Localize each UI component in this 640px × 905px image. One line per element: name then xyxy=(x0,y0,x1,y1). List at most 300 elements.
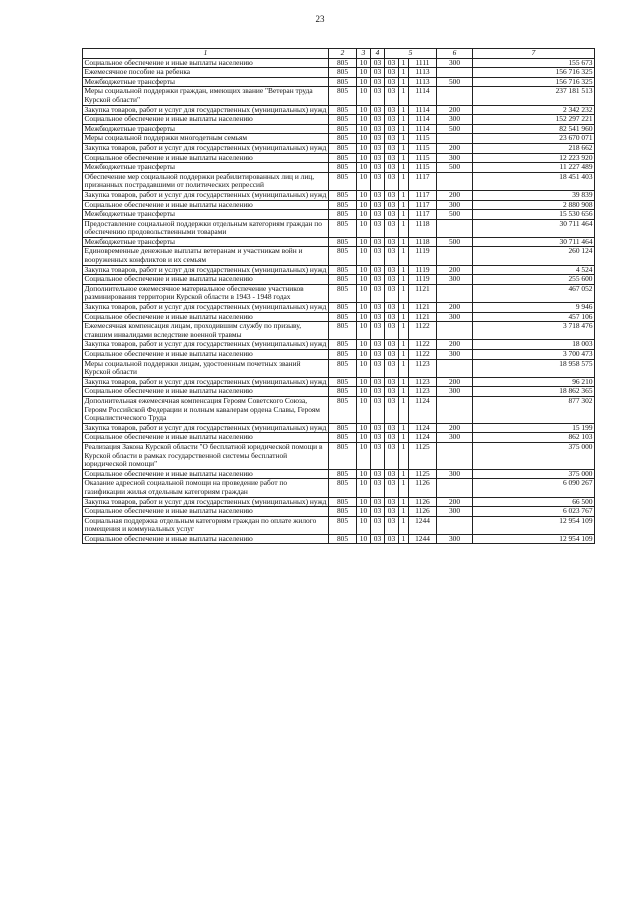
header-col-name: 1 xyxy=(83,49,329,59)
row-subprogram-code: 1 xyxy=(399,312,409,322)
row-subprogram-code: 1 xyxy=(399,507,409,517)
table-row xyxy=(83,507,595,517)
row-subsection-code: 03 xyxy=(371,433,385,443)
row-ministry-code: 805 xyxy=(329,237,357,247)
table-row xyxy=(83,265,595,275)
row-target-code: 1121 xyxy=(409,303,437,313)
row-expense-type: 300 xyxy=(437,469,473,479)
row-program-code: 03 xyxy=(385,340,399,350)
row-subsection-code: 03 xyxy=(371,275,385,285)
row-name: Межбюджетные трансферты xyxy=(83,210,329,220)
row-target-code: 1126 xyxy=(409,479,437,497)
row-amount: 30 711 464 xyxy=(473,219,595,237)
row-name: Социальное обеспечение и иные выплаты населению xyxy=(83,312,329,322)
row-name: Дополнительное ежемесячное материальное обеспечение участников разминирования территории Курской области в 1943 - 1948 годах xyxy=(83,284,329,302)
table-row xyxy=(83,237,595,247)
row-target-code: 1114 xyxy=(409,124,437,134)
row-target-code: 1118 xyxy=(409,219,437,237)
row-subprogram-code: 1 xyxy=(399,303,409,313)
row-subprogram-code: 1 xyxy=(399,275,409,285)
row-subsection-code: 03 xyxy=(371,312,385,322)
row-subsection-code: 03 xyxy=(371,534,385,544)
row-target-code: 1115 xyxy=(409,153,437,163)
row-program-code: 03 xyxy=(385,172,399,190)
row-program-code: 03 xyxy=(385,479,399,497)
row-amount: 18 958 575 xyxy=(473,359,595,377)
row-section-code: 10 xyxy=(357,190,371,200)
row-amount: 3 718 476 xyxy=(473,322,595,340)
row-section-code: 10 xyxy=(357,322,371,340)
row-amount: 6 090 267 xyxy=(473,479,595,497)
row-expense-type: 300 xyxy=(437,275,473,285)
table-row xyxy=(83,350,595,360)
row-subprogram-code: 1 xyxy=(399,377,409,387)
row-program-code: 03 xyxy=(385,275,399,285)
row-program-code: 03 xyxy=(385,210,399,220)
row-ministry-code: 805 xyxy=(329,219,357,237)
row-section-code: 10 xyxy=(357,507,371,517)
row-amount: 15 530 656 xyxy=(473,210,595,220)
row-section-code: 10 xyxy=(357,77,371,87)
row-program-code: 03 xyxy=(385,163,399,173)
header-col-expense-type: 6 xyxy=(437,49,473,59)
row-ministry-code: 805 xyxy=(329,275,357,285)
row-section-code: 10 xyxy=(357,58,371,68)
header-col-section: 3 xyxy=(357,49,371,59)
row-subprogram-code: 1 xyxy=(399,442,409,469)
row-target-code: 1119 xyxy=(409,265,437,275)
row-name: Социальное обеспечение и иные выплаты населению xyxy=(83,58,329,68)
row-subsection-code: 03 xyxy=(371,200,385,210)
table-row xyxy=(83,387,595,397)
row-ministry-code: 805 xyxy=(329,115,357,125)
row-subsection-code: 03 xyxy=(371,105,385,115)
row-subprogram-code: 1 xyxy=(399,163,409,173)
row-name: Реализация Закона Курской области "О бесплатной юридической помощи в Курской области в рамках государственной системы бесплатной юридической помощи" xyxy=(83,442,329,469)
row-expense-type: 200 xyxy=(437,265,473,275)
row-name: Ежемесячная компенсация лицам, проходившим службу по призыву, ставшим инвалидами вследствие военной травмы xyxy=(83,322,329,340)
row-name: Межбюджетные трансферты xyxy=(83,163,329,173)
row-subsection-code: 03 xyxy=(371,210,385,220)
row-section-code: 10 xyxy=(357,497,371,507)
row-expense-type: 300 xyxy=(437,58,473,68)
row-section-code: 10 xyxy=(357,442,371,469)
row-ministry-code: 805 xyxy=(329,534,357,544)
row-program-code: 03 xyxy=(385,105,399,115)
budget-table xyxy=(82,48,595,544)
row-amount: 2 880 908 xyxy=(473,200,595,210)
row-name: Оказание адресной социальной помощи на проведение работ по газификации жилья отдельным категориям граждан xyxy=(83,479,329,497)
row-section-code: 10 xyxy=(357,219,371,237)
row-expense-type xyxy=(437,322,473,340)
row-program-code: 03 xyxy=(385,87,399,105)
row-program-code: 03 xyxy=(385,68,399,78)
row-subsection-code: 03 xyxy=(371,143,385,153)
row-subsection-code: 03 xyxy=(371,124,385,134)
row-subprogram-code: 1 xyxy=(399,265,409,275)
row-expense-type: 500 xyxy=(437,77,473,87)
row-expense-type xyxy=(437,396,473,423)
row-name: Обеспечение мер социальной поддержки реабилитированных лиц и лиц, признанных пострадавшими от политических репрессий xyxy=(83,172,329,190)
row-subsection-code: 03 xyxy=(371,322,385,340)
row-section-code: 10 xyxy=(357,115,371,125)
row-target-code: 1122 xyxy=(409,322,437,340)
row-ministry-code: 805 xyxy=(329,105,357,115)
row-name: Закупка товаров, работ и услуг для государственных (муниципальных) нужд xyxy=(83,377,329,387)
row-expense-type: 300 xyxy=(437,387,473,397)
row-expense-type xyxy=(437,172,473,190)
row-amount: 12 223 920 xyxy=(473,153,595,163)
row-subprogram-code: 1 xyxy=(399,359,409,377)
row-ministry-code: 805 xyxy=(329,350,357,360)
row-target-code: 1124 xyxy=(409,396,437,423)
row-name: Закупка товаров, работ и услуг для государственных (муниципальных) нужд xyxy=(83,265,329,275)
row-ministry-code: 805 xyxy=(329,442,357,469)
row-name: Социальное обеспечение и иные выплаты населению xyxy=(83,115,329,125)
row-amount: 18 451 403 xyxy=(473,172,595,190)
row-name: Социальное обеспечение и иные выплаты населению xyxy=(83,200,329,210)
row-section-code: 10 xyxy=(357,479,371,497)
row-ministry-code: 805 xyxy=(329,303,357,313)
row-amount: 3 700 473 xyxy=(473,350,595,360)
table-row xyxy=(83,58,595,68)
row-subprogram-code: 1 xyxy=(399,516,409,534)
table-row xyxy=(83,442,595,469)
row-program-code: 03 xyxy=(385,442,399,469)
row-target-code: 1122 xyxy=(409,350,437,360)
row-program-code: 03 xyxy=(385,396,399,423)
row-section-code: 10 xyxy=(357,200,371,210)
row-amount: 862 103 xyxy=(473,433,595,443)
row-target-code: 1125 xyxy=(409,442,437,469)
row-subprogram-code: 1 xyxy=(399,172,409,190)
row-target-code: 1118 xyxy=(409,237,437,247)
row-amount: 467 052 xyxy=(473,284,595,302)
table-row xyxy=(83,359,595,377)
row-expense-type: 200 xyxy=(437,340,473,350)
header-col-ministry: 2 xyxy=(329,49,357,59)
row-amount: 82 541 960 xyxy=(473,124,595,134)
row-section-code: 10 xyxy=(357,303,371,313)
row-section-code: 10 xyxy=(357,340,371,350)
row-ministry-code: 805 xyxy=(329,433,357,443)
row-ministry-code: 805 xyxy=(329,153,357,163)
row-expense-type: 500 xyxy=(437,124,473,134)
row-subprogram-code: 1 xyxy=(399,534,409,544)
row-expense-type xyxy=(437,359,473,377)
row-amount: 155 673 xyxy=(473,58,595,68)
row-expense-type xyxy=(437,87,473,105)
row-expense-type: 500 xyxy=(437,210,473,220)
row-subprogram-code: 1 xyxy=(399,469,409,479)
row-subprogram-code: 1 xyxy=(399,340,409,350)
row-amount: 457 106 xyxy=(473,312,595,322)
row-subprogram-code: 1 xyxy=(399,479,409,497)
table-row xyxy=(83,433,595,443)
table-row xyxy=(83,105,595,115)
row-target-code: 1117 xyxy=(409,172,437,190)
row-program-code: 03 xyxy=(385,247,399,265)
row-section-code: 10 xyxy=(357,312,371,322)
row-subprogram-code: 1 xyxy=(399,153,409,163)
row-target-code: 1126 xyxy=(409,507,437,517)
row-program-code: 03 xyxy=(385,124,399,134)
row-ministry-code: 805 xyxy=(329,469,357,479)
row-section-code: 10 xyxy=(357,433,371,443)
row-subprogram-code: 1 xyxy=(399,143,409,153)
row-subsection-code: 03 xyxy=(371,237,385,247)
row-amount: 23 670 071 xyxy=(473,134,595,144)
row-expense-type xyxy=(437,442,473,469)
row-section-code: 10 xyxy=(357,210,371,220)
row-ministry-code: 805 xyxy=(329,247,357,265)
table-body xyxy=(83,58,595,544)
row-target-code: 1121 xyxy=(409,284,437,302)
row-section-code: 10 xyxy=(357,275,371,285)
row-name: Закупка товаров, работ и услуг для государственных (муниципальных) нужд xyxy=(83,303,329,313)
row-target-code: 1113 xyxy=(409,77,437,87)
row-name: Дополнительная ежемесячная компенсация Героям Советского Союза, Героям Российской Федерации и полным кавалерам ордена Славы, Героям Социалистического Труда xyxy=(83,396,329,423)
row-program-code: 03 xyxy=(385,469,399,479)
row-subprogram-code: 1 xyxy=(399,396,409,423)
row-program-code: 03 xyxy=(385,516,399,534)
row-name: Социальное обеспечение и иные выплаты населению xyxy=(83,153,329,163)
table-row xyxy=(83,163,595,173)
row-expense-type xyxy=(437,134,473,144)
row-target-code: 1126 xyxy=(409,497,437,507)
row-amount: 255 600 xyxy=(473,275,595,285)
row-program-code: 03 xyxy=(385,507,399,517)
row-subsection-code: 03 xyxy=(371,87,385,105)
row-program-code: 03 xyxy=(385,303,399,313)
row-target-code: 1115 xyxy=(409,143,437,153)
row-subprogram-code: 1 xyxy=(399,284,409,302)
row-section-code: 10 xyxy=(357,387,371,397)
table-row xyxy=(83,134,595,144)
row-subsection-code: 03 xyxy=(371,469,385,479)
row-subprogram-code: 1 xyxy=(399,387,409,397)
table-row xyxy=(83,210,595,220)
row-name: Социальное обеспечение и иные выплаты населению xyxy=(83,433,329,443)
header-col-subsection: 4 xyxy=(371,49,385,59)
row-subprogram-code: 1 xyxy=(399,87,409,105)
row-section-code: 10 xyxy=(357,143,371,153)
row-subprogram-code: 1 xyxy=(399,134,409,144)
table-row xyxy=(83,284,595,302)
table-row xyxy=(83,377,595,387)
row-subsection-code: 03 xyxy=(371,219,385,237)
row-amount: 12 954 109 xyxy=(473,516,595,534)
table-row xyxy=(83,396,595,423)
row-ministry-code: 805 xyxy=(329,322,357,340)
row-program-code: 03 xyxy=(385,77,399,87)
row-ministry-code: 805 xyxy=(329,423,357,433)
row-expense-type: 300 xyxy=(437,200,473,210)
row-section-code: 10 xyxy=(357,265,371,275)
table-row xyxy=(83,219,595,237)
row-subsection-code: 03 xyxy=(371,423,385,433)
header-col-target: 5 xyxy=(385,49,437,59)
row-section-code: 10 xyxy=(357,423,371,433)
row-subsection-code: 03 xyxy=(371,115,385,125)
table-row xyxy=(83,479,595,497)
row-program-code: 03 xyxy=(385,153,399,163)
row-program-code: 03 xyxy=(385,58,399,68)
row-subsection-code: 03 xyxy=(371,377,385,387)
row-expense-type: 200 xyxy=(437,143,473,153)
row-section-code: 10 xyxy=(357,469,371,479)
row-ministry-code: 805 xyxy=(329,377,357,387)
row-expense-type: 300 xyxy=(437,507,473,517)
row-target-code: 1114 xyxy=(409,87,437,105)
row-subsection-code: 03 xyxy=(371,68,385,78)
row-subsection-code: 03 xyxy=(371,153,385,163)
row-expense-type: 300 xyxy=(437,115,473,125)
row-section-code: 10 xyxy=(357,105,371,115)
row-amount: 18 862 365 xyxy=(473,387,595,397)
table-row xyxy=(83,172,595,190)
row-target-code: 1123 xyxy=(409,387,437,397)
row-ministry-code: 805 xyxy=(329,143,357,153)
row-expense-type xyxy=(437,247,473,265)
row-name: Межбюджетные трансферты xyxy=(83,124,329,134)
row-ministry-code: 805 xyxy=(329,516,357,534)
row-expense-type: 500 xyxy=(437,163,473,173)
row-name: Социальное обеспечение и иные выплаты населению xyxy=(83,507,329,517)
row-target-code: 1122 xyxy=(409,340,437,350)
row-name: Предоставление социальной поддержки отдельным категориям граждан по обеспечению продовольственными товарами xyxy=(83,219,329,237)
row-target-code: 1123 xyxy=(409,359,437,377)
row-subsection-code: 03 xyxy=(371,350,385,360)
row-program-code: 03 xyxy=(385,134,399,144)
row-subsection-code: 03 xyxy=(371,77,385,87)
row-section-code: 10 xyxy=(357,124,371,134)
row-amount: 152 297 221 xyxy=(473,115,595,125)
row-amount: 260 124 xyxy=(473,247,595,265)
row-amount: 877 302 xyxy=(473,396,595,423)
row-name: Социальное обеспечение и иные выплаты населению xyxy=(83,534,329,544)
row-subprogram-code: 1 xyxy=(399,77,409,87)
row-amount: 18 003 xyxy=(473,340,595,350)
row-subsection-code: 03 xyxy=(371,265,385,275)
row-ministry-code: 805 xyxy=(329,68,357,78)
table-row xyxy=(83,190,595,200)
row-name: Меры социальной поддержки лицам, удостоенным почетных званий Курской области xyxy=(83,359,329,377)
row-subsection-code: 03 xyxy=(371,442,385,469)
row-program-code: 03 xyxy=(385,237,399,247)
row-amount: 66 500 xyxy=(473,497,595,507)
table-row xyxy=(83,77,595,87)
row-name: Социальная поддержка отдельным категориям граждан по оплате жилого помещения и коммунальных услуг xyxy=(83,516,329,534)
row-ministry-code: 805 xyxy=(329,172,357,190)
row-target-code: 1114 xyxy=(409,115,437,125)
row-expense-type xyxy=(437,68,473,78)
table-row xyxy=(83,124,595,134)
row-subprogram-code: 1 xyxy=(399,190,409,200)
row-target-code: 1121 xyxy=(409,312,437,322)
row-name: Закупка товаров, работ и услуг для государственных (муниципальных) нужд xyxy=(83,497,329,507)
row-section-code: 10 xyxy=(357,247,371,265)
table-row xyxy=(83,303,595,313)
row-target-code: 1113 xyxy=(409,68,437,78)
row-program-code: 03 xyxy=(385,433,399,443)
row-expense-type: 300 xyxy=(437,312,473,322)
row-subsection-code: 03 xyxy=(371,190,385,200)
row-expense-type: 200 xyxy=(437,105,473,115)
row-program-code: 03 xyxy=(385,534,399,544)
table-row xyxy=(83,247,595,265)
row-name: Социальное обеспечение и иные выплаты населению xyxy=(83,350,329,360)
row-name: Закупка товаров, работ и услуг для государственных (муниципальных) нужд xyxy=(83,143,329,153)
row-amount: 218 662 xyxy=(473,143,595,153)
row-amount: 6 023 767 xyxy=(473,507,595,517)
row-subprogram-code: 1 xyxy=(399,322,409,340)
row-subsection-code: 03 xyxy=(371,284,385,302)
row-section-code: 10 xyxy=(357,359,371,377)
row-program-code: 03 xyxy=(385,312,399,322)
row-subprogram-code: 1 xyxy=(399,433,409,443)
row-subprogram-code: 1 xyxy=(399,219,409,237)
table-header-row xyxy=(83,49,595,59)
row-name: Закупка товаров, работ и услуг для государственных (муниципальных) нужд xyxy=(83,105,329,115)
row-expense-type: 200 xyxy=(437,423,473,433)
row-section-code: 10 xyxy=(357,396,371,423)
row-ministry-code: 805 xyxy=(329,312,357,322)
table-row xyxy=(83,497,595,507)
table-row xyxy=(83,87,595,105)
row-subsection-code: 03 xyxy=(371,516,385,534)
row-ministry-code: 805 xyxy=(329,163,357,173)
row-amount: 30 711 464 xyxy=(473,237,595,247)
row-program-code: 03 xyxy=(385,497,399,507)
row-program-code: 03 xyxy=(385,265,399,275)
row-target-code: 1114 xyxy=(409,105,437,115)
row-name: Социальное обеспечение и иные выплаты населению xyxy=(83,469,329,479)
row-section-code: 10 xyxy=(357,68,371,78)
row-ministry-code: 805 xyxy=(329,190,357,200)
row-name: Закупка товаров, работ и услуг для государственных (муниципальных) нужд xyxy=(83,423,329,433)
row-ministry-code: 805 xyxy=(329,134,357,144)
row-subsection-code: 03 xyxy=(371,303,385,313)
row-name: Социальное обеспечение и иные выплаты населению xyxy=(83,275,329,285)
row-expense-type xyxy=(437,479,473,497)
row-target-code: 1117 xyxy=(409,190,437,200)
row-name: Межбюджетные трансферты xyxy=(83,237,329,247)
row-program-code: 03 xyxy=(385,190,399,200)
row-program-code: 03 xyxy=(385,200,399,210)
row-subsection-code: 03 xyxy=(371,387,385,397)
row-section-code: 10 xyxy=(357,163,371,173)
row-section-code: 10 xyxy=(357,284,371,302)
row-ministry-code: 805 xyxy=(329,200,357,210)
row-ministry-code: 805 xyxy=(329,396,357,423)
row-name: Межбюджетные трансферты xyxy=(83,77,329,87)
row-target-code: 1119 xyxy=(409,247,437,265)
row-program-code: 03 xyxy=(385,423,399,433)
table-row xyxy=(83,423,595,433)
row-section-code: 10 xyxy=(357,134,371,144)
row-section-code: 10 xyxy=(357,172,371,190)
row-ministry-code: 805 xyxy=(329,497,357,507)
row-ministry-code: 805 xyxy=(329,387,357,397)
row-amount: 15 199 xyxy=(473,423,595,433)
row-subprogram-code: 1 xyxy=(399,350,409,360)
row-amount: 375 000 xyxy=(473,442,595,469)
row-subprogram-code: 1 xyxy=(399,497,409,507)
row-section-code: 10 xyxy=(357,237,371,247)
row-amount: 156 716 325 xyxy=(473,68,595,78)
row-expense-type: 200 xyxy=(437,497,473,507)
